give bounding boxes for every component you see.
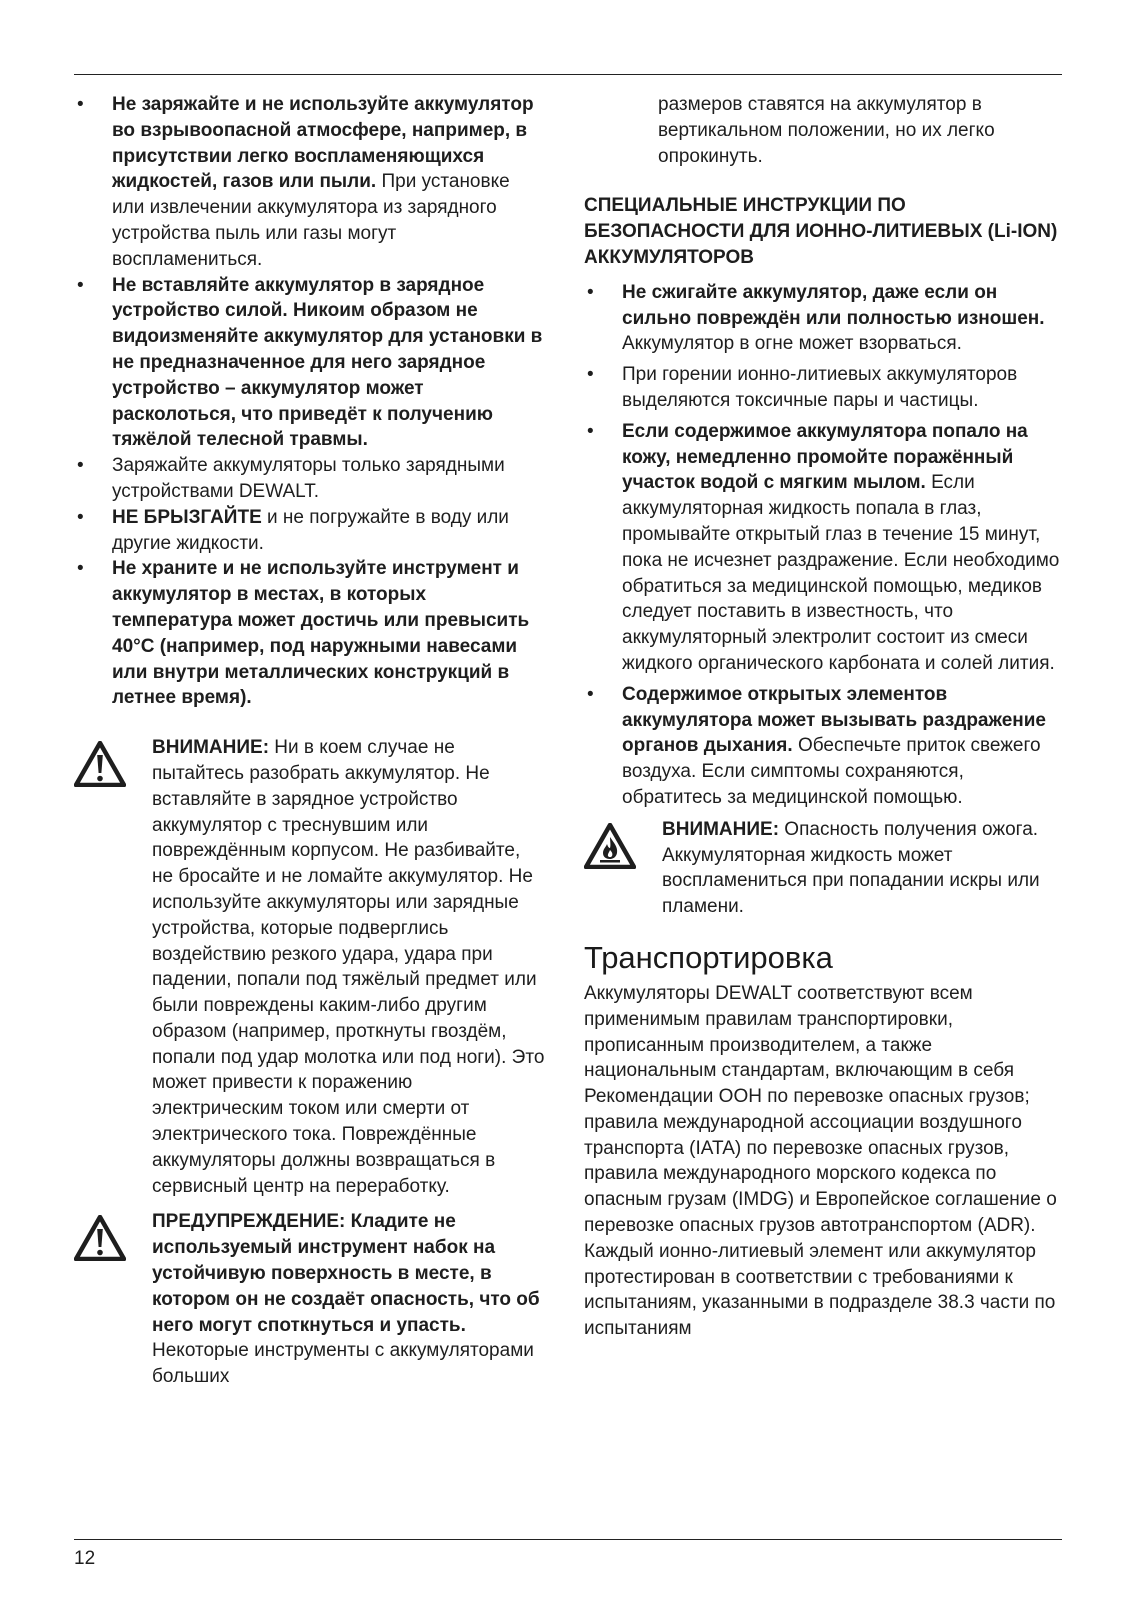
page-number: 12 [74,1548,96,1569]
right-bullet-list [584,280,1062,811]
transport-paragraph: Аккумуляторы DEWALT соответствуют всем применимым правилам транспортировки, прописанным производителем, а также национальным стандартам, включающим в себя Рекомендации ООН по перевозке опасных грузов; правила международной ассоциации воздушного транспорта (IATA) по перевозке опасных грузов, правила международного морского кодекса по опасным грузам (IMDG) и Европейское соглашение о перевозке опасных грузов автотранспортом (ADR). Каждый ионно-литиевый элемент или аккумулятор протестирован в соответствии с требованиями к испытаниям, указанными в подразделе 38.3 части по испытаниям [584,982,1057,1340]
transport-title: Транспортировка [584,939,833,975]
fire-warning-icon [584,823,636,869]
list-item: • Не вставляйте аккумулятор в зарядное устройство силой. Никоим образом не видоизменяйте аккумулятор для установки в не предназначенное для него зарядное устройство – аккумулятор может расколоться, что приведёт к получению тяжёлой телесной травмы. [74,273,546,454]
list-item: • Заряжайте аккумуляторы только зарядными устройствами DEWALT. [74,453,546,505]
list-item: • При горении ионно-литиевых аккумуляторов выделяются токсичные пары и частицы. [584,362,1062,414]
warning-triangle-icon [74,1215,126,1261]
list-item: • Содержимое открытых элементов аккумулятора может вызывать раздражение органов дыхания. Обеспечьте приток свежего воздуха. Если симптомы сохраняются, обратитесь за медицинской помощью. [584,682,1062,811]
warning-disassemble: ВНИМАНИЕ: Ни в коем случае не пытайтесь разобрать аккумулятор. Не вставляйте в зарядное устройство аккумулятор с треснувшим или повреждённым корпусом. Не разбивайте, не бросайте и не ломайте аккумулятор. Не используйте аккумуляторы или зарядные устройства, которые подверглись воздействию резкого удара, удара при падении, попали под тяжёлый предмет или были повреждены каким-либо другим образом (например, проткнуты гвоздём, попали под удар молотка или под ноги). Это может привести к поражению электрическим током или смерти от электрического тока. Повреждённые аккумуляторы должны возвращаться в сервисный центр на переработку. [74,735,546,1199]
warning-triangle-icon [74,741,126,787]
list-item: • НЕ БРЫЗГАЙТЕ и не погружайте в воду или другие жидкости. [74,505,546,557]
right-column [584,92,1062,1342]
list-item: • Не заряжайте и не используйте аккумулятор во взрывоопасной атмосфере, например, в присутствии легко воспламеняющихся жидкостей, газов или пыли. При установке или извлечении аккумулятора из зарядного устройства пыль или газы могут воспламениться. [74,92,546,273]
left-column [74,92,546,1390]
warning-fire: ВНИМАНИЕ: Опасность получения ожога. Аккумуляторная жидкость может воспламениться при попадании искры или пламени. [584,817,1062,920]
top-rule [74,74,1062,75]
list-item: • Не храните и не используйте инструмент и аккумулятор в местах, в которых температура может достичь или превысить 40°C (например, под наружными навесами или внутри металлических конструкций в летнее время). [74,556,546,711]
section-heading: СПЕЦИАЛЬНЫЕ ИНСТРУКЦИИ ПО БЕЗОПАСНОСТИ ДЛЯ ИОННО-ЛИТИЕВЫХ (Li-ION) АККУМУЛЯТОРОВ [584,195,1058,268]
warning-tip-over: ПРЕДУПРЕЖДЕНИЕ: Кладите не используемый инструмент набок на устойчивую поверхность в месте, в котором он не создаёт опасность, что об него могут споткнуться и упасть. Некоторые инструменты с аккумуляторами больших [74,1209,546,1390]
list-item: • Не сжигайте аккумулятор, даже если он сильно повреждён или полностью изношен. Аккумулятор в огне может взорваться. [584,280,1062,357]
continued-paragraph: размеров ставятся на аккумулятор в вертикальном положении, но их легко опрокинуть. [658,94,995,167]
list-item: • Если содержимое аккумулятора попало на кожу, немедленно промойте поражённый участок водой с мягким мылом. Если аккумуляторная жидкость попала в глаз, промывайте открытый глаз в течение 15 минут, пока не исчезнет раздражение. Если необходимо обратиться за медицинской помощью, медиков следует поставить в известность, что аккумуляторный электролит состоит из смеси жидкого органического карбоната и солей лития. [584,419,1062,677]
bottom-rule [74,1539,1062,1540]
left-bullet-list [74,92,546,711]
